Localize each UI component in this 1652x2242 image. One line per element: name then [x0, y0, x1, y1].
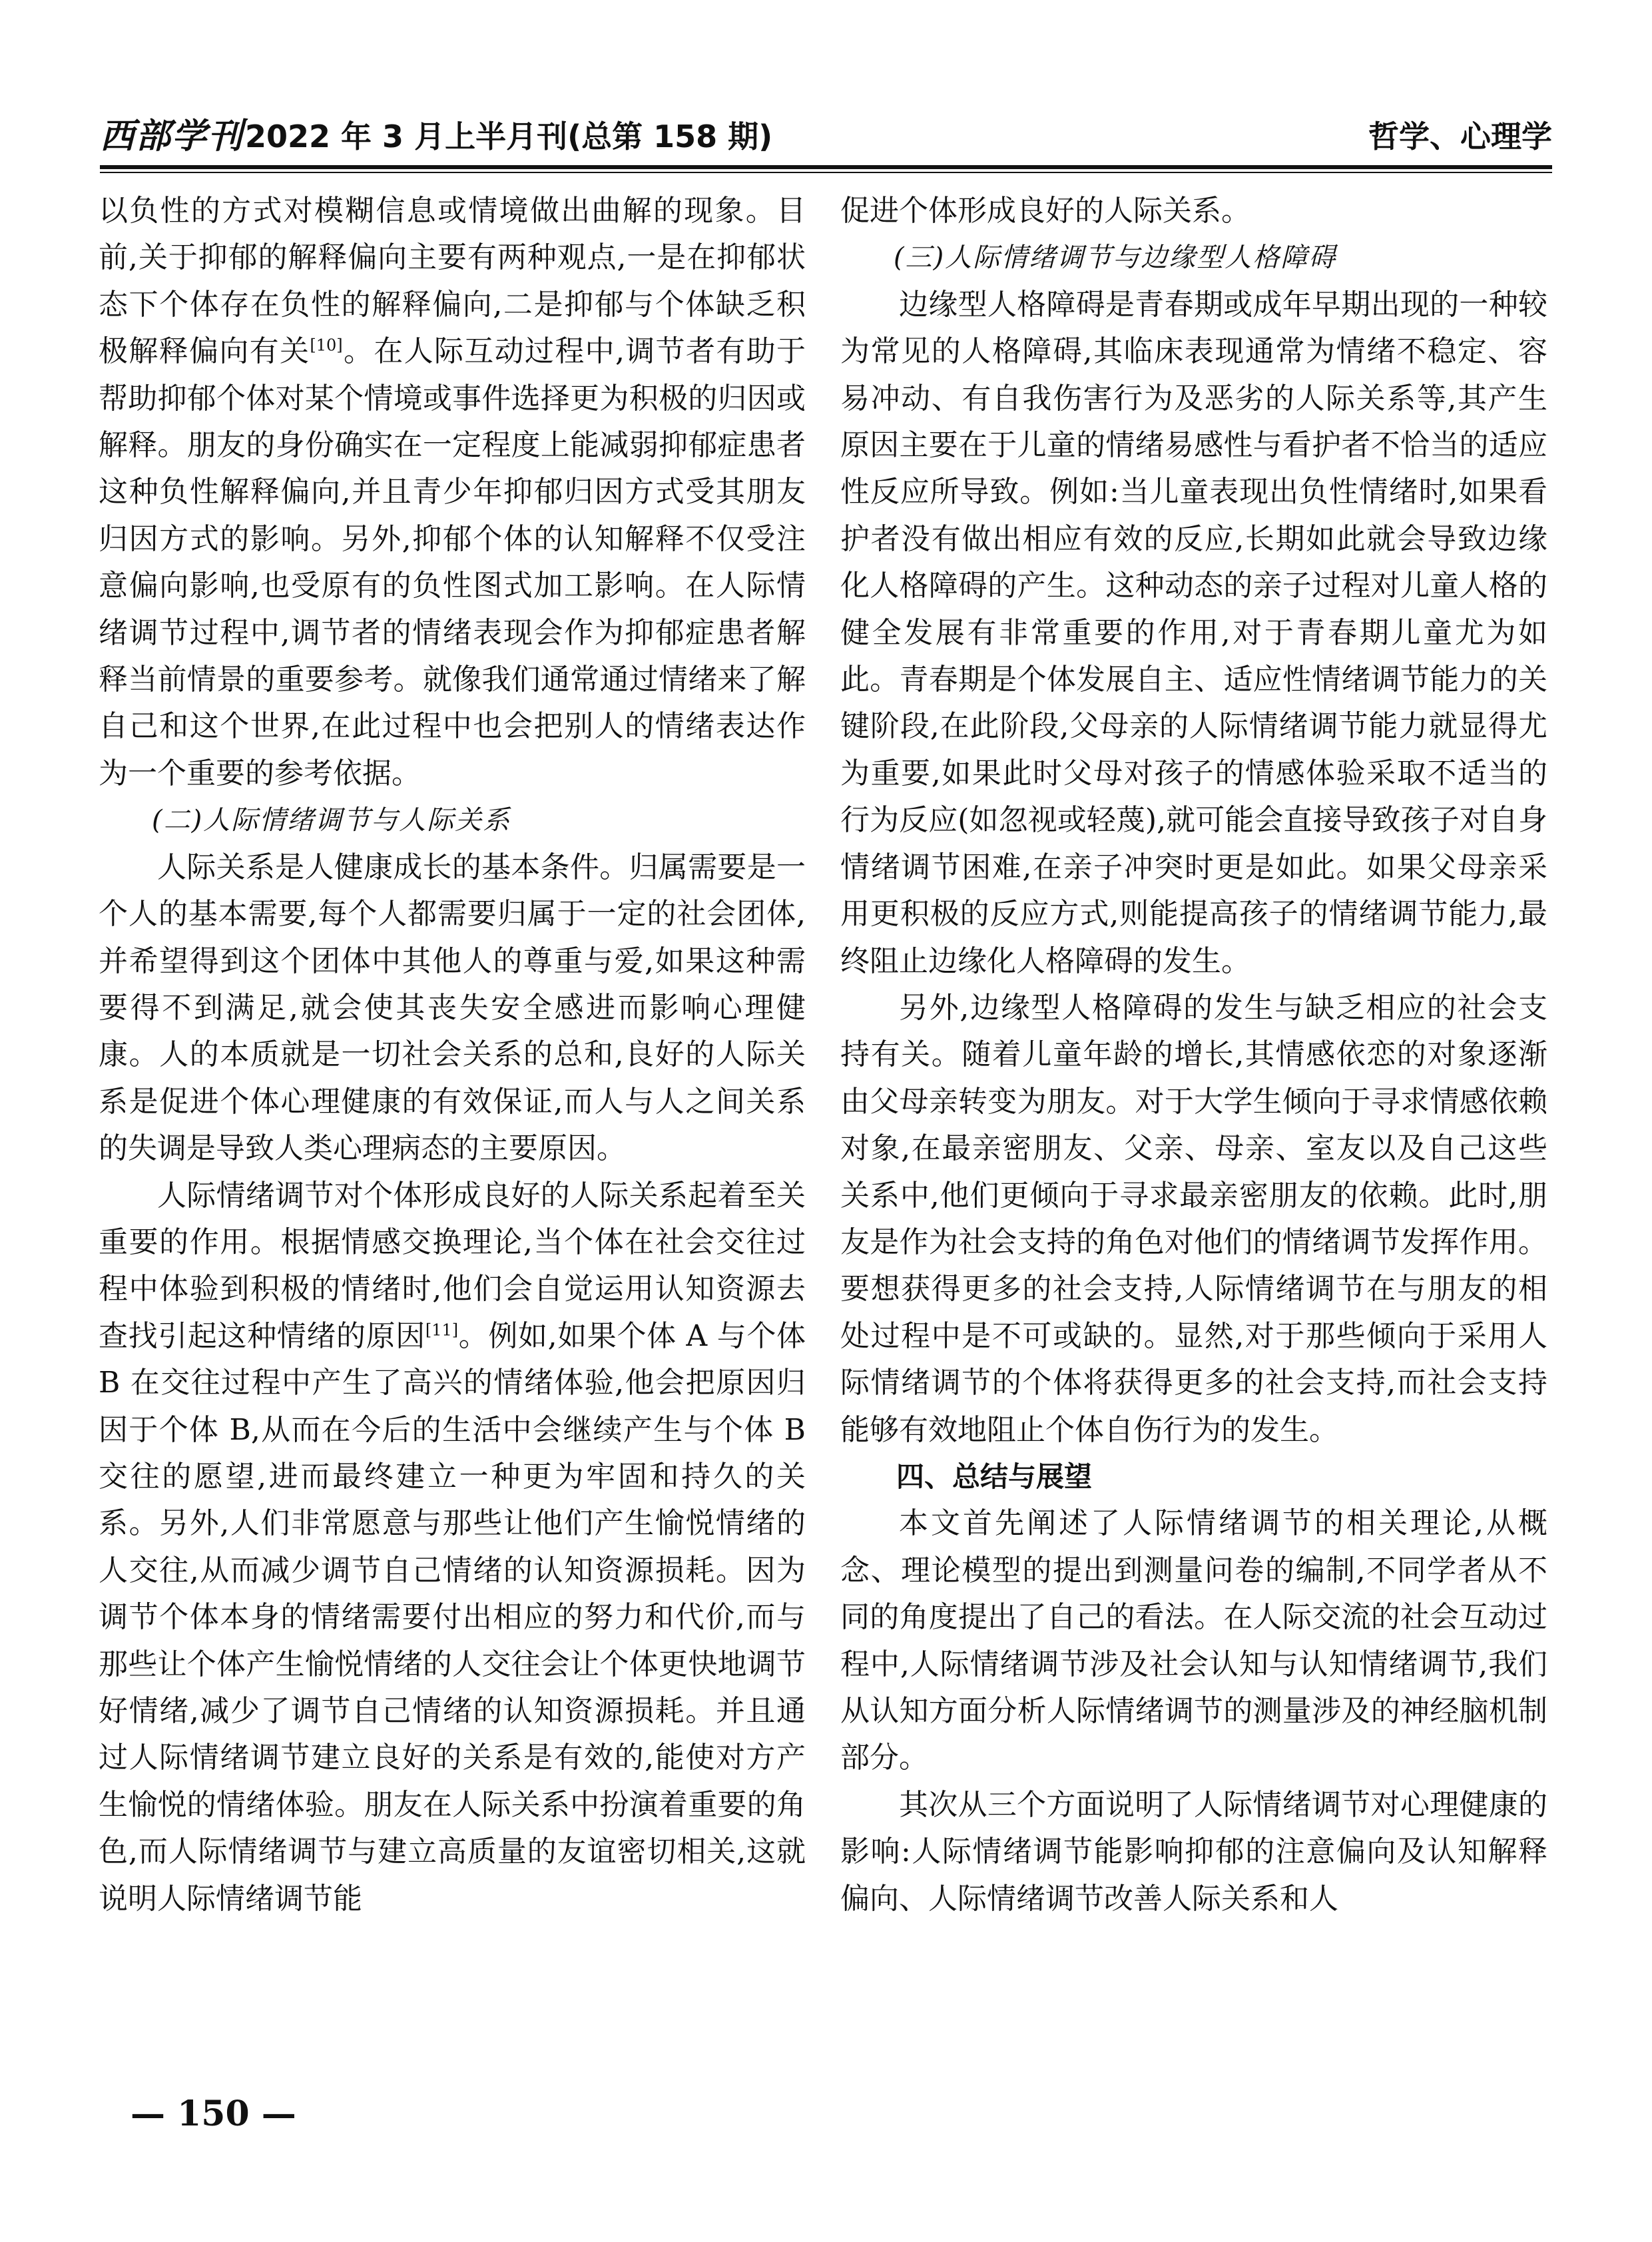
- paragraph-text: 。例如,如果个体 A 与个体 B 在交往过程中产生了高兴的情绪体验,他会把原因归因于个体 B,从而在今后的生活中会继续产生与个体 B 交往的愿望,进而最终建立一种更为牢固和持久的关系。另外,人们非常愿意与那些让他们产生愉悦情绪的人交往,从而减少调节自己情绪的认知资源损耗。因为调节个体本身的情绪需要付出相应的努力和代价,而与那些让个体产生愉悦情绪的人交往会让个体更快地调节好情绪,减少了调节自己情绪的认知资源损耗。并且通过人际情绪调节建立良好的关系是有效的,能使对方产生愉悦的情绪体验。朋友在人际关系中扮演着重要的角色,而人际情绪调节与建立高质量的友谊密切相关,这就说明人际情绪调节能: [99, 1318, 806, 1916]
- issue-info: 2022 年 3 月上半月刊(总第 158 期): [245, 119, 773, 154]
- right-column: [840, 188, 1547, 1922]
- paragraph: 其次从三个方面说明了人际情绪调节对心理健康的影响:人际情绪调节能影响抑郁的注意偏向及认知解释偏向、人际情绪调节改善人际关系和人: [840, 1787, 1547, 1916]
- paragraph: 促进个体形成良好的人际关系。: [840, 194, 1250, 228]
- paragraph: 边缘型人格障碍是青春期或成年早期出现的一种较为常见的人格障碍,其临床表现通常为情绪不稳定、容易冲动、有自我伤害行为及恶劣的人际关系等,其产生原因主要在于儿童的情绪易感性与看护者不恰当的适应性反应所导致。例如:当儿童表现出负性情绪时,如果看护者没有做出相应有效的反应,长期如此就会导致边缘化人格障碍的产生。这种动态的亲子过程对儿童人格的健全发展有非常重要的作用,对于青春期儿童尤为如此。青春期是个体发展自主、适应性情绪调节能力的关键阶段,在此阶段,父母亲的人际情绪调节能力就显得尤为重要,如果此时父母对孩子的情感体验采取不适当的行为反应(如忽视或轻蔑),就可能会直接导致孩子对自身情绪调节困难,在亲子冲突时更是如此。如果父母亲采用更积极的反应方式,则能提高孩子的情绪调节能力,最终阻止边缘化人格障碍的发生。: [840, 287, 1547, 978]
- page-number: — 150 —: [131, 2094, 296, 2134]
- header-rule-thin: [100, 172, 1552, 173]
- running-header: [100, 113, 1552, 160]
- subsection-heading: (二)人际情绪调节与人际关系: [152, 805, 511, 836]
- subsection-heading: (三)人际情绪调节与边缘型人格障碍: [894, 242, 1337, 274]
- paragraph: 本文首先阐述了人际情绪调节的相关理论,从概念、理论模型的提出到测量问卷的编制,不同学者从不同的角度提出了自己的看法。在人际交流的社会互动过程中,人际情绪调节涉及社会认知与认知情绪调节,我们从认知方面分析人际情绪调节的测量涉及的神经脑机制部分。: [840, 1506, 1547, 1775]
- journal-logo: 西部学刊: [100, 116, 244, 156]
- section-heading: 四、总结与展望: [896, 1460, 1093, 1493]
- paragraph: 人际关系是人健康成长的基本条件。归属需要是一个人的基本需要,每个人都需要归属于一定的社会团体,并希望得到这个团体中其他人的尊重与爱,如果这种需要得不到满足,就会使其丧失安全感进而影响心理健康。人的本质就是一切社会关系的总和,良好的人际关系是促进个体心理健康的有效保证,而人与人之间关系的失调是导致人类心理病态的主要原因。: [99, 850, 806, 1166]
- section-title: 哲学、心理学: [1368, 119, 1552, 154]
- paragraph: 另外,边缘型人格障碍的发生与缺乏相应的社会支持有关。随着儿童年龄的增长,其情感依恋的对象逐渐由父母亲转变为朋友。对于大学生倾向于寻求情感依赖对象,在最亲密朋友、父亲、母亲、室友以及自己这些关系中,他们更倾向于寻求最亲密朋友的依赖。此时,朋友是作为社会支持的角色对他们的情绪调节发挥作用。要想获得更多的社会支持,人际情绪调节在与朋友的相处过程中是不可或缺的。显然,对于那些倾向于采用人际情绪调节的个体将获得更多的社会支持,而社会支持能够有效地阻止个体自伤行为的发生。: [840, 990, 1547, 1447]
- paragraph: [99, 1173, 806, 1923]
- citation-ref: [11]: [425, 1320, 459, 1340]
- left-column: [99, 188, 806, 1922]
- paragraph-text: 人际情绪调节对个体形成良好的人际关系起着至关重要的作用。根据情感交换理论,当个体在社会交往过程中体验到积极的情绪时,他们会自觉运用认知资源去查找引起这种情绪的原因: [99, 1178, 806, 1353]
- citation-ref: [10]: [310, 336, 343, 355]
- paragraph-text: 。在人际互动过程中,调节者有助于帮助抑郁个体对某个情境或事件选择更为积极的归因或解释。朋友的身份确实在一定程度上能减弱抑郁症患者这种负性解释偏向,并且青少年抑郁归因方式受其朋友归因方式的影响。另外,抑郁个体的认知解释不仅受注意偏向影响,也受原有的负性图式加工影响。在人际情绪调节过程中,调节者的情绪表现会作为抑郁症患者解释当前情景的重要参考。就像我们通常通过情绪来了解自己和这个世界,在此过程中也会把别人的情绪表达作为一个重要的参考依据。: [99, 334, 806, 790]
- header-rule: [100, 165, 1552, 169]
- paragraph-text: 以负性的方式对模糊信息或情境做出曲解的现象。目前,关于抑郁的解释偏向主要有两种观点,一是在抑郁状态下个体存在负性的解释偏向,二是抑郁与个体缺乏积极解释偏向有关: [99, 194, 806, 369]
- paragraph: [99, 188, 806, 797]
